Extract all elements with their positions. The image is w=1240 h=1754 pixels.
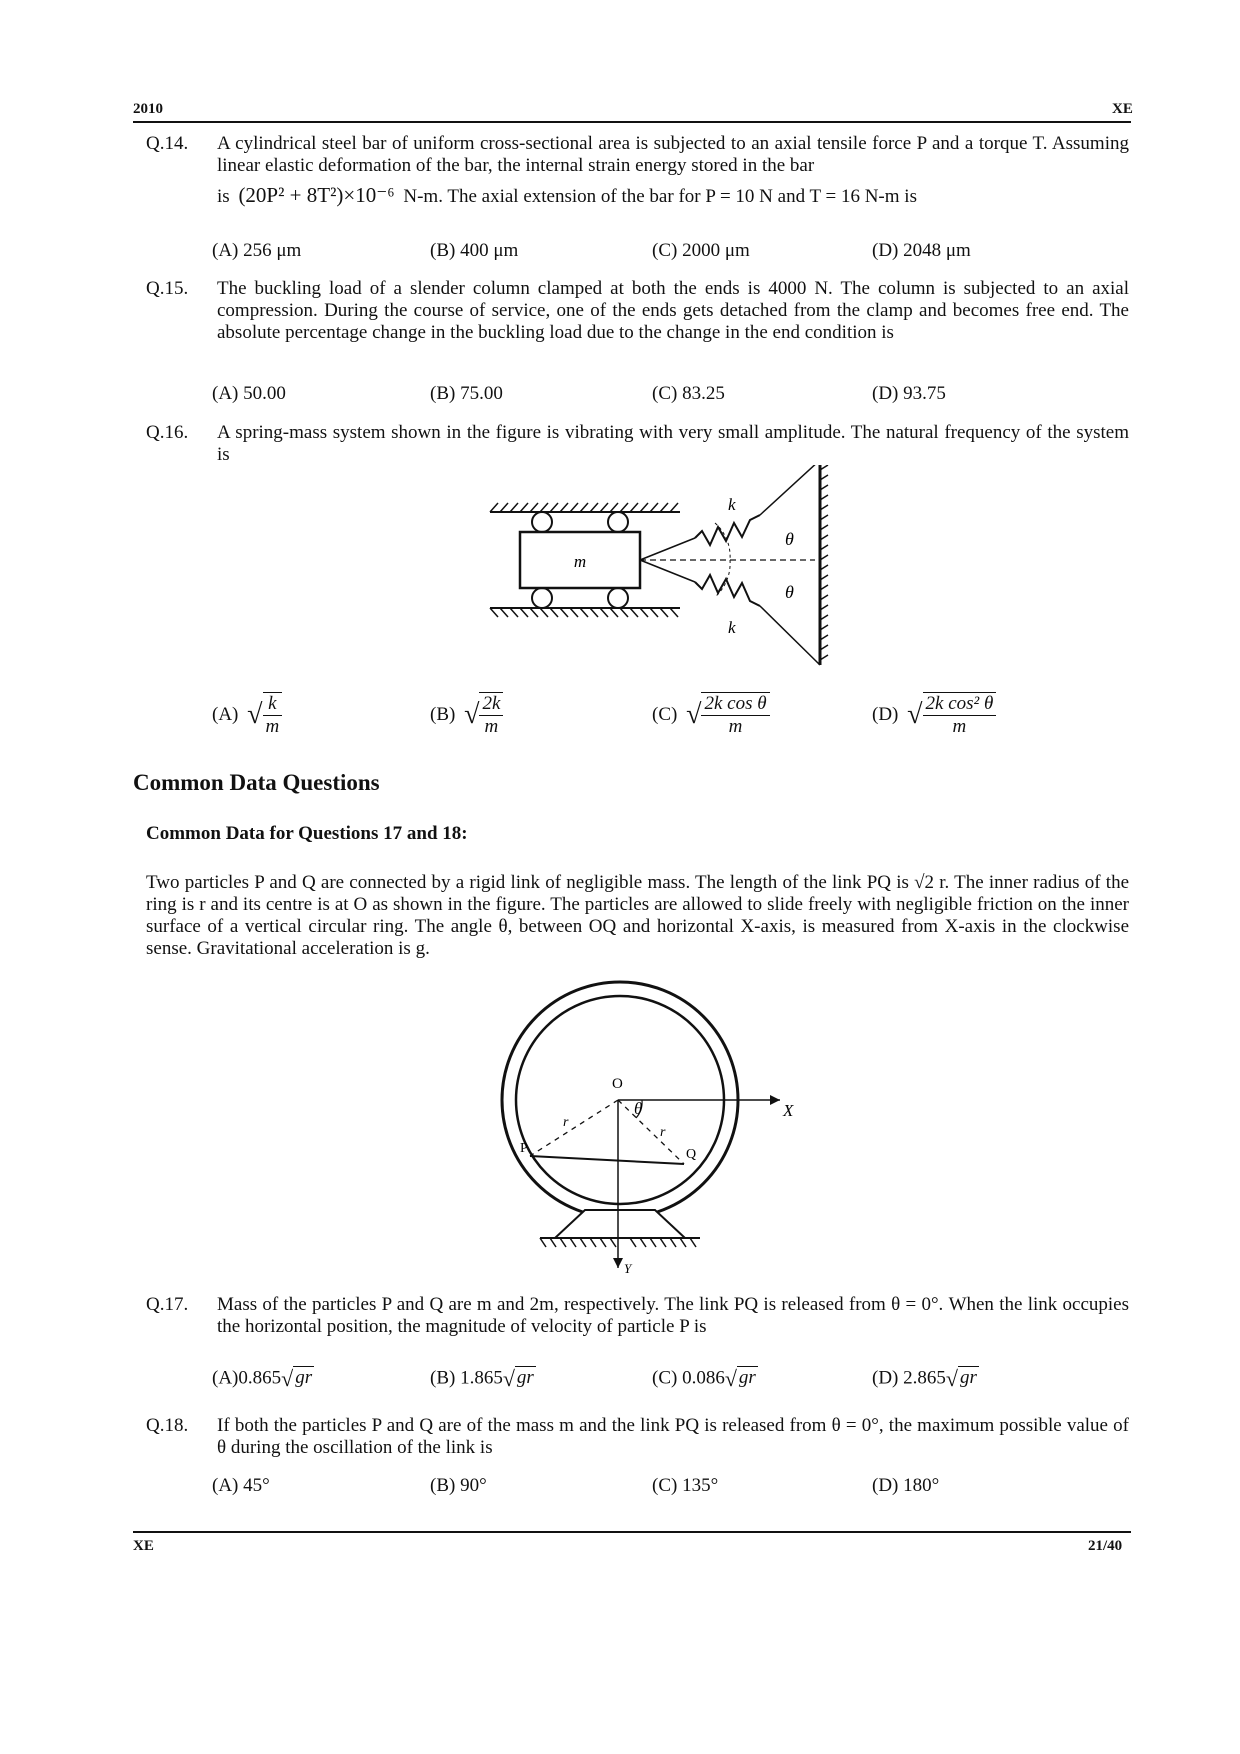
spring-mass-figure <box>470 465 870 675</box>
option-c[interactable]: (C) 2000 μm <box>652 240 750 261</box>
question-number: Q.16. <box>146 422 189 443</box>
fraction-numerator: 2k cos² θ <box>923 693 997 716</box>
option-label: (C) <box>652 704 678 725</box>
header-year: 2010 <box>133 101 163 117</box>
radius-label-left: r <box>563 1115 569 1130</box>
option-b[interactable] <box>430 1366 536 1392</box>
theta-bottom-label: θ <box>785 582 794 602</box>
option-c[interactable]: (C) 135° <box>652 1475 719 1496</box>
mass-label: m <box>573 552 587 571</box>
question-formula-line <box>217 183 917 208</box>
question-text: A spring-mass system shown in the figure is vibrating with very small amplitude. The natural frequency of the system is <box>217 422 1129 465</box>
question-number: Q.17. <box>146 1294 189 1315</box>
option-coefficient: 1.865 <box>460 1367 503 1389</box>
x-axis-label: X <box>783 1101 794 1120</box>
particle-q-label: Q <box>686 1147 697 1162</box>
sqrt-icon: √ <box>464 699 480 730</box>
section-title: Common Data Questions <box>133 770 380 795</box>
origin-label: O <box>612 1076 623 1092</box>
section-subtitle: Common Data for Questions 17 and 18: <box>146 823 468 844</box>
option-coefficient: 2.865 <box>903 1367 946 1389</box>
spring-k-bottom-label: k <box>728 618 736 637</box>
common-data-text: Two particles P and Q are connected by a rigid link of negligible mass. The length of the link PQ is √2 r. The inner radius of the ring is r and its centre is at O as shown in the figure. The particles are allowed to slide freely with negligible friction on the inner surface of a vertical circular ring. The angle θ, between OQ and horizontal X-axis, is measured from X-axis in the clockwise sense. Gravitational acceleration is g. <box>146 872 1129 959</box>
sqrt-icon: √ <box>502 1366 515 1391</box>
question-text: A cylindrical steel bar of uniform cross-sectional area is subjected to an axial tensile force P and a torque T. Assuming linear elastic deformation of the bar, the internal strain energy stored in the bar <box>217 133 1129 176</box>
option-radicand: gr <box>295 1367 313 1389</box>
options-row <box>212 383 1132 409</box>
option-label: (B) <box>430 704 456 725</box>
sqrt-icon: √ <box>907 699 923 730</box>
y-axis-label: Y <box>624 1261 632 1276</box>
option-c[interactable] <box>652 692 770 738</box>
option-label: (B) <box>430 1367 456 1389</box>
fraction-numerator: 2k cos θ <box>701 693 769 716</box>
option-radicand: gr <box>738 1367 756 1389</box>
option-d[interactable]: (D) 2048 μm <box>872 240 971 261</box>
options-row <box>212 692 1132 752</box>
option-a[interactable]: (A) 45° <box>212 1475 270 1496</box>
particle-p-label: P <box>520 1141 528 1156</box>
sqrt-icon: √ <box>686 699 702 730</box>
footer-rule <box>133 1531 1131 1533</box>
sqrt-icon: √ <box>281 1366 294 1391</box>
option-c[interactable]: (C) 83.25 <box>652 383 725 404</box>
options-row <box>212 1366 1132 1398</box>
option-radicand: gr <box>516 1367 534 1389</box>
option-d[interactable] <box>872 692 996 738</box>
option-a[interactable] <box>212 692 282 738</box>
option-b[interactable]: (B) 75.00 <box>430 383 503 404</box>
question-number: Q.18. <box>146 1415 189 1436</box>
sqrt-icon: √ <box>724 1366 737 1391</box>
option-d[interactable]: (D) 93.75 <box>872 383 946 404</box>
question-number: Q.14. <box>146 133 189 154</box>
option-a[interactable]: (A) 256 μm <box>212 240 302 261</box>
strain-energy-formula: (20P² + 8T²)×10⁻⁶ <box>238 183 395 207</box>
question-text: Mass of the particles P and Q are m and 2m, respectively. The link PQ is released from θ = 0°. When the link occupies the horizontal position, the magnitude of velocity of particle P is <box>217 1294 1129 1337</box>
sqrt-icon: √ <box>247 699 263 730</box>
option-label: (D) <box>872 1367 899 1389</box>
header-rule <box>133 121 1131 123</box>
option-label: (C) <box>652 1367 678 1389</box>
option-b[interactable] <box>430 692 503 738</box>
footer-code: XE <box>133 1538 154 1554</box>
fraction-numerator: k <box>263 693 283 716</box>
option-label: (D) <box>872 704 899 725</box>
option-d[interactable]: (D) 180° <box>872 1475 940 1496</box>
question-text: If both the particles P and Q are of the mass m and the link PQ is released from θ = 0°, the maximum possible value of θ during the oscillation of the link is <box>217 1415 1129 1458</box>
question-text: The buckling load of a slender column clamped at both the ends is 4000 N. The column is subjected to an axial compression. During the course of service, one of the ends gets detached from the clamp and becomes free end. The absolute percentage change in the buckling load due to the change in the end condition is <box>217 278 1129 343</box>
radius-label-right: r <box>660 1125 666 1140</box>
fraction-denominator: m <box>265 716 280 737</box>
options-row <box>212 240 1132 266</box>
options-row <box>212 1475 1132 1501</box>
option-c[interactable] <box>652 1366 758 1392</box>
ring-figure <box>500 968 800 1278</box>
formula-prefix: is <box>217 186 230 207</box>
option-label: (A) <box>212 704 239 725</box>
fraction-denominator: m <box>484 716 499 737</box>
option-label: (A) <box>212 1367 239 1389</box>
option-radicand: gr <box>959 1367 977 1389</box>
theta-top-label: θ <box>785 529 794 549</box>
option-a[interactable]: (A) 50.00 <box>212 383 286 404</box>
option-d[interactable] <box>872 1366 979 1392</box>
option-a[interactable] <box>212 1366 314 1392</box>
fraction-denominator: m <box>728 716 743 737</box>
fraction-numerator: 2k <box>479 693 503 716</box>
option-coefficient: 0.086 <box>682 1367 725 1389</box>
question-number: Q.15. <box>146 278 189 299</box>
page-number: 21/40 <box>1088 1538 1123 1554</box>
option-b[interactable]: (B) 400 μm <box>430 240 519 261</box>
option-b[interactable]: (B) 90° <box>430 1475 487 1496</box>
spring-k-top-label: k <box>728 495 736 514</box>
header-code: XE <box>1112 101 1133 117</box>
theta-label: θ <box>634 1099 643 1118</box>
sqrt-icon: √ <box>945 1366 958 1391</box>
fraction-denominator: m <box>952 716 967 737</box>
formula-suffix: N-m. The axial extension of the bar for P = 10 N and T = 16 N-m is <box>403 186 917 207</box>
option-coefficient: 0.865 <box>238 1367 282 1389</box>
